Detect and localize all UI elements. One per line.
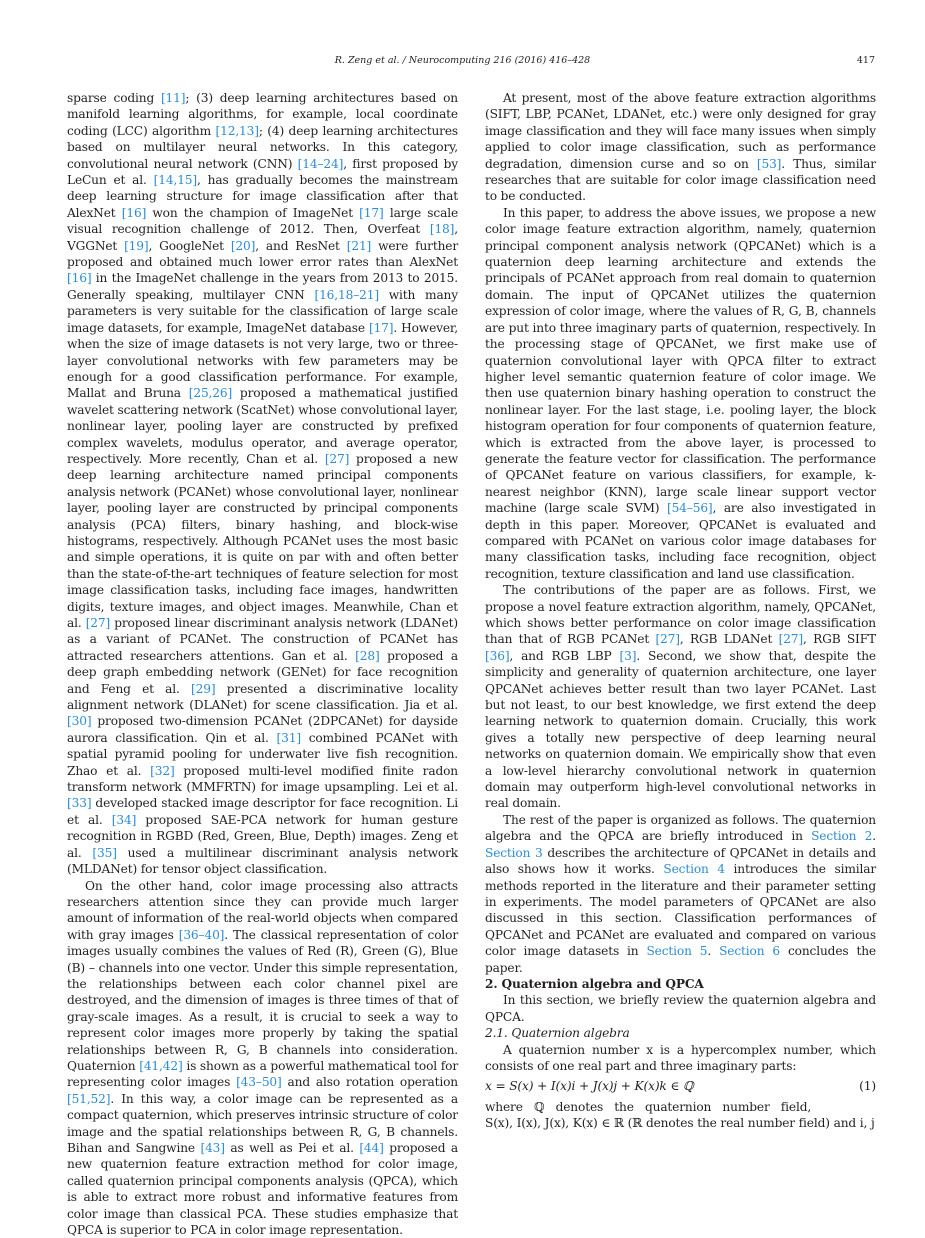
citation-link[interactable]: [43] xyxy=(200,1141,224,1155)
citation-link[interactable]: [54–56] xyxy=(667,501,713,515)
subsection-heading: 2.1. Quaternion algebra xyxy=(485,1025,876,1041)
paragraph: S(x), I(x), J(x), K(x) ∈ ℝ (ℝ denotes the real number field) and i, j xyxy=(485,1115,876,1131)
section-heading: 2. Quaternion algebra and QPCA xyxy=(485,976,876,992)
right-column xyxy=(485,90,876,1132)
paragraph: In this paper, to address the above issues, we propose a new color image feature extraction algorithm, namely, quaternion principal component analysis network (QPCANet) which is a quaternion deep learning architecture and extends the principals of PCANet approach from real domain to quaternion domain. The input of QPCANet utilizes the quaternion expression of color image, where the values of R, G, B, channels are put into three imaginary parts of quaternion, respectively. In the processing stage of QPCANet, we first make use of quaternion convolutional layer with QPCA filter to extract higher level semantic quaternion feature of color image. We then use quaternion binary hashing operation to construct the nonlinear layer. For the last stage, i.e. pooling layer, the block histogram operation for four components of quaternion feature, which is extracted from the above layer, is processed to generate the feature vector for classification. The performance of QPCANet feature on various classifiers, for example, k-nearest neighbor (KNN), large scale linear support vector machine (large scale SVM) [54–56], are also investigated in depth in this paper. Moreover, QPCANet is evaluated and compared with PCANet on various color image databases for many classification tasks, including face recognition, object recognition, texture classification and land use classification. xyxy=(485,205,876,582)
paragraph: A quaternion number x is a hypercomplex number, which consists of one real part and three imaginary parts: xyxy=(485,1042,876,1075)
citation-link[interactable]: [43–50] xyxy=(236,1075,282,1089)
citation-link[interactable]: [17] xyxy=(369,321,393,335)
paragraph: sparse coding [11]; (3) deep learning architectures based on manifold learning algorithms, for example, local coordinate coding (LCC) algorithm [12,13]; (4) deep learning architectures based on multilayer neural networks. In this category, convolutional neural network (CNN) [14–24], first proposed by LeCun et al. [14,15], has gradually becomes the mainstream deep learning structure for image classification after that AlexNet [16] won the champion of ImageNet [17] large scale visual recognition challenge of 2012. Then, Overfeat [18], VGGNet [19], GoogleNet [20], and ResNet [21] were further proposed and obtained much lower error rates than AlexNet [16] in the ImageNet challenge in the years from 2013 to 2015. Generally speaking, multilayer CNN [16,18–21] with many parameters is very suitable for the classification of large scale image datasets, for example, ImageNet database [17]. However, when the size of image datasets is not very large, two or three-layer convolutional networks with few parameters may be enough for a good classification performance. For example, Mallat and Bruna [25,26] proposed a mathematical justified wavelet scattering network (ScatNet) whose convolutional layer, nonlinear layer, pooling layer are constructed by prefixed complex wavelets, modulus operator, and average operator, respectively. More recently, Chan et al. [27] proposed a new deep learning architecture named principal components analysis network (PCANet) whose convolutional layer, nonlinear layer, pooling layer are constructed by principal components analysis (PCA) filters, binary hashing, and block-wise histograms, respectively. Although PCANet uses the most basic and simple operations, it is quite on par with and often better than the state-of-the-art techniques of feature selection for most image classification tasks, including face images, handwritten digits, texture images, and object images. Meanwhile, Chan et al. [27] proposed linear discriminant analysis network (LDANet) as a variant of PCANet. The construction of PCANet has attracted researchers attentions. Gan et al. [28] proposed a deep graph embedding network (GENet) for face recognition and Feng et al. [29] presented a discriminative locality alignment network (DLANet) for scene classification. Jia et al. [30] proposed two-dimension PCANet (2DPCANet) for dayside aurora classification. Qin et al. [31] combined PCANet with spatial pyramid pooling for underwater live fish recognition. Zhao et al. [32] proposed multi-level modified finite radon transform network (MMFRTN) for image upsampling. Lei et al. [33] developed stacked image descriptor for face recognition. Li et al. [34] proposed SAE-PCA network for human gesture recognition in RGBD (Red, Green, Blue, Depth) images. Zeng et al. [35] used a multilinear discriminant analysis network (MLDANet) for tensor object classification. xyxy=(67,90,458,878)
citation-link[interactable]: [27] xyxy=(86,616,110,630)
citation-link[interactable]: [33] xyxy=(67,796,91,810)
citation-link[interactable]: [53] xyxy=(757,157,781,171)
citation-link[interactable]: [3] xyxy=(620,649,637,663)
paragraph: The rest of the paper is organized as follows. The quaternion algebra and the QPCA are briefly introduced in Section 2. Section 3 describes the architecture of QPCANet in details and also shows how it works. Section 4 introduces the similar methods reported in the literature and their parameter setting in experiments. The model parameters of QPCANet are also discussed in this section. Classification performances of QPCANet and PCANet are evaluated and compared on various color image datasets in Section 5. Section 6 concludes the paper. xyxy=(485,812,876,976)
section-link[interactable]: Section 5 xyxy=(646,944,707,958)
equation xyxy=(485,1078,876,1094)
citation-link[interactable]: [18] xyxy=(430,222,454,236)
paragraph: The contributions of the paper are as follows. First, we propose a novel feature extraction algorithm, namely, QPCANet, which shows better performance on color image classification than that of RGB PCANet [27], RGB LDANet [27], RGB SIFT [36], and RGB LBP [3]. Second, we show that, despite the simplicity and generality of quaternion architecture, one layer QPCANet achieves better result than two layer PCANet. Last but not least, to our best knowledge, we first extend the deep learning network to quaternion domain. Crucially, this work gives a totally new perspective of deep learning neural networks on quaternion domain. We empirically show that even a low-level hierarchy convolutional network in quaternion domain may outperform high-level convolutional networks in real domain. xyxy=(485,582,876,812)
citation-link[interactable]: [14–24] xyxy=(298,157,344,171)
citation-link[interactable]: [36] xyxy=(485,649,509,663)
citation-link[interactable]: [14,15] xyxy=(154,173,197,187)
citation-link[interactable]: [21] xyxy=(347,239,371,253)
citation-link[interactable]: [32] xyxy=(150,764,174,778)
citation-link[interactable]: [44] xyxy=(359,1141,383,1155)
citation-link[interactable]: [16,18–21] xyxy=(314,288,379,302)
citation-link[interactable]: [35] xyxy=(92,846,116,860)
citation-link[interactable]: [17] xyxy=(359,206,383,220)
running-title: R. Zeng et al. / Neurocomputing 216 (2016) 416–428 xyxy=(0,55,925,66)
citation-link[interactable]: [11] xyxy=(161,91,185,105)
citation-link[interactable]: [41,42] xyxy=(139,1059,182,1073)
equation-body: x = S(x) + I(x)i + J(x)j + K(x)k ∈ ℚ xyxy=(485,1078,693,1094)
running-head xyxy=(0,55,925,71)
equation-number: (1) xyxy=(859,1078,876,1094)
section-link[interactable]: Section 3 xyxy=(485,846,543,860)
paragraph: In this section, we briefly review the quaternion algebra and QPCA. xyxy=(485,992,876,1025)
citation-link[interactable]: [29] xyxy=(191,682,215,696)
citation-link[interactable]: [12,13] xyxy=(216,124,259,138)
paragraph: where ℚ denotes the quaternion number field, xyxy=(485,1099,876,1115)
paragraph: At present, most of the above feature extraction algorithms (SIFT, LBP, PCANet, LDANet, etc.) were only designed for gray image classification and they will face many issues when simply applied to color image classification, such as performance degradation, dimension curse and so on [53]. Thus, similar researches that are suitable for color image classification need to be conducted. xyxy=(485,90,876,205)
citation-link[interactable]: [28] xyxy=(355,649,379,663)
citation-link[interactable]: [16] xyxy=(67,271,91,285)
citation-link[interactable]: [27] xyxy=(779,632,803,646)
citation-link[interactable]: [51,52] xyxy=(67,1092,110,1106)
page-number: 417 xyxy=(857,55,875,66)
citation-link[interactable]: [27] xyxy=(655,632,679,646)
citation-link[interactable]: [34] xyxy=(112,813,136,827)
citation-link[interactable]: [19] xyxy=(124,239,148,253)
paragraph: On the other hand, color image processing also attracts researchers attention since they can provide much larger amount of information of the real-world objects when compared with gray images [36–40]. The classical representation of color images usually combines the values of Red (R), Green (G), Blue (B) – channels into one vector. Under this simple representation, the relationships between each color channel pixel are destroyed, and the dimension of images is three times of that of gray-scale images. As a result, it is crucial to seek a way to represent color images more properly by taking the spatial relationships between R, G, B channels into consideration. Quaternion [41,42] is shown as a powerful mathematical tool for representing color images [43–50] and also rotation operation [51,52]. In this way, a color image can be represented as a compact quaternion, which preserves intrinsic structure of color image and the spatial relationships between R, G, B channels. Bihan and Sangwine [43] as well as Pei et al. [44] proposed a new quaternion feature extraction method for color image, called quaternion principal components analysis (QPCA), which is able to extract more robust and informative features from color image than classical PCA. These studies emphasize that QPCA is superior to PCA in color image representation. xyxy=(67,878,458,1238)
citation-link[interactable]: [30] xyxy=(67,714,91,728)
citation-link[interactable]: [27] xyxy=(325,452,349,466)
section-link[interactable]: Section 6 xyxy=(719,944,780,958)
citation-link[interactable]: [36–40] xyxy=(179,928,225,942)
left-column xyxy=(67,90,458,1238)
citation-link[interactable]: [31] xyxy=(277,731,301,745)
citation-link[interactable]: [20] xyxy=(231,239,255,253)
section-link[interactable]: Section 4 xyxy=(663,862,725,876)
citation-link[interactable]: [25,26] xyxy=(189,386,232,400)
citation-link[interactable]: [16] xyxy=(122,206,146,220)
section-link[interactable]: Section 2 xyxy=(811,829,872,843)
